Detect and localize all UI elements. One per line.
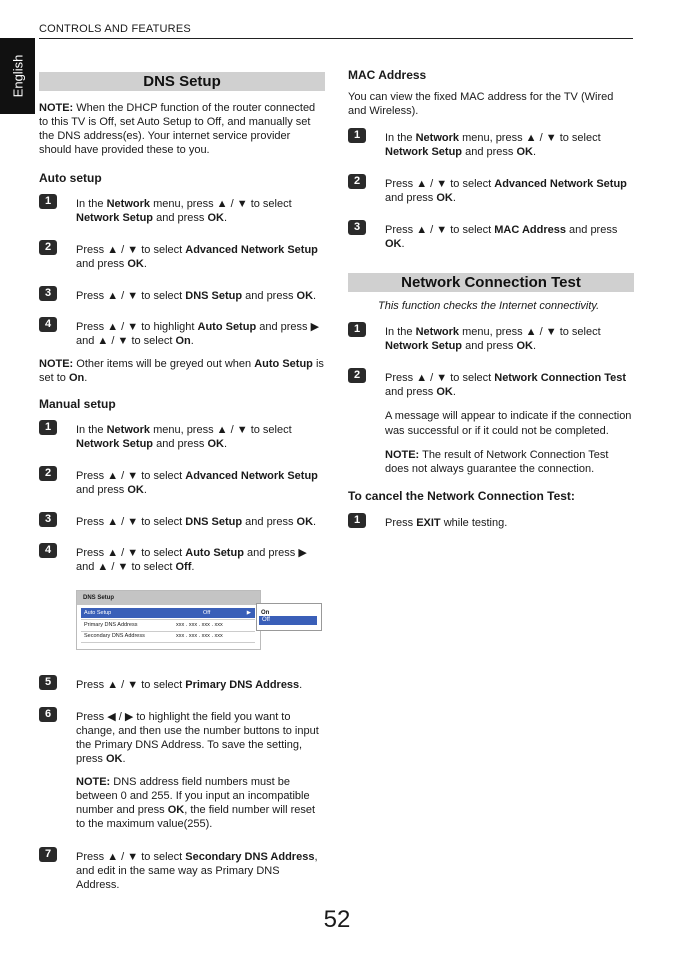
manual-step-7: 7 Press ▲ / ▼ to select Secondary DNS Address, and edit in the same way as Primary DNS Address. [39, 850, 325, 892]
auto-step-4: 4 Press ▲ / ▼ to highlight Auto Setup and press ▶ and ▲ / ▼ to select On. [39, 320, 325, 348]
step-number: 6 [39, 707, 57, 722]
manual-step-6-note: NOTE: DNS address field numbers must be between 0 and 255. If you input an incompatible number and press OK, the field number will reset to the maximum value(255). [76, 776, 316, 830]
dns-setup-note: NOTE: When the DHCP function of the router connected to this TV is Off, set Auto Setup to Off, and manually set the DNS address(es). Your internet service provider should have provided these to you. [39, 102, 316, 156]
step-number: 4 [39, 317, 57, 332]
step-number: 1 [39, 194, 57, 209]
mac-step-3: 3 Press ▲ / ▼ to select MAC Address and press OK. [348, 223, 634, 251]
auto-setup-heading: Auto setup [39, 171, 102, 185]
network-test-intro: This function checks the Internet connectivity. [378, 300, 600, 312]
osd-panel [76, 590, 261, 650]
osd-title: DNS Setup [77, 591, 260, 605]
auto-step-3: 3 Press ▲ / ▼ to select DNS Setup and press OK. [39, 289, 325, 303]
manual-setup-heading: Manual setup [39, 397, 116, 411]
step-number: 3 [39, 512, 57, 527]
step-number: 1 [39, 420, 57, 435]
step-number: 3 [348, 220, 366, 235]
test-step-2: 2 Press ▲ / ▼ to select Network Connection Test and press OK. [348, 371, 634, 399]
cancel-test-heading: To cancel the Network Connection Test: [348, 489, 575, 503]
dns-setup-osd-illustration [76, 590, 336, 650]
osd-divider [81, 642, 255, 643]
network-test-message: A message will appear to indicate if the connection was successful or if it could not be completed. [385, 410, 632, 437]
mac-address-heading: MAC Address [348, 68, 427, 82]
auto-setup-note: NOTE: Other items will be greyed out when Auto Setup is set to On. [39, 358, 324, 384]
manual-step-1: 1 In the Network menu, press ▲ / ▼ to select Network Setup and press OK. [39, 423, 325, 451]
osd-row-secondary-dns: Secondary DNS Address xxx . xxx . xxx . xxx [84, 633, 223, 639]
step-number: 2 [39, 240, 57, 255]
language-tab [0, 38, 35, 114]
language-label: English [10, 54, 25, 98]
manual-step-4: 4 Press ▲ / ▼ to select Auto Setup and press ▶ and ▲ / ▼ to select Off. [39, 546, 325, 574]
page-header: CONTROLS AND FEATURES [39, 23, 191, 35]
manual-step-5: 5 Press ▲ / ▼ to select Primary DNS Address. [39, 678, 325, 692]
step-number: 2 [348, 368, 366, 383]
osd-row-primary-dns: Primary DNS Address xxx . xxx . xxx . xxx [84, 622, 223, 628]
right-column [348, 68, 634, 530]
osd-option-on: On [261, 610, 270, 616]
step-number: 1 [348, 128, 366, 143]
mac-step-1: 1 In the Network menu, press ▲ / ▼ to select Network Setup and press OK. [348, 131, 634, 159]
osd-option-off: Off [259, 616, 317, 625]
mac-address-intro: You can view the fixed MAC address for the TV (Wired and Wireless). [348, 91, 614, 117]
manual-step-3: 3 Press ▲ / ▼ to select DNS Setup and press OK. [39, 515, 325, 529]
header-divider [39, 38, 633, 39]
step-number: 1 [348, 513, 366, 528]
page-number: 52 [323, 906, 351, 933]
auto-step-2: 2 Press ▲ / ▼ to select Advanced Network Setup and press OK. [39, 243, 325, 271]
left-column [39, 72, 325, 892]
cancel-step-1: 1 Press EXIT while testing. [348, 516, 634, 530]
mac-step-2: 2 Press ▲ / ▼ to select Advanced Network Setup and press OK. [348, 177, 634, 205]
network-test-note: NOTE: The result of Network Connection Test does not always guarantee the connection. [385, 449, 609, 475]
manual-step-2: 2 Press ▲ / ▼ to select Advanced Network Setup and press OK. [39, 469, 325, 497]
dns-setup-title: DNS Setup [39, 72, 325, 91]
step-number: 3 [39, 286, 57, 301]
network-test-title: Network Connection Test [348, 273, 634, 292]
osd-row-auto-setup: Auto Setup Off ▶ [81, 608, 255, 618]
test-step-1: 1 In the Network menu, press ▲ / ▼ to select Network Setup and press OK. [348, 325, 634, 353]
step-number: 2 [348, 174, 366, 189]
step-number: 4 [39, 543, 57, 558]
step-number: 7 [39, 847, 57, 862]
right-arrow-icon: ▶ [246, 610, 251, 616]
manual-step-6: 6 Press ◀ / ▶ to highlight the field you want to change, and then use the number buttons to input the Primary DNS Address. To save the setting, press OK. [39, 710, 325, 766]
step-number: 2 [39, 466, 57, 481]
auto-step-1: 1 In the Network menu, press ▲ / ▼ to select Network Setup and press OK. [39, 197, 325, 225]
step-number: 5 [39, 675, 57, 690]
osd-option-popup [256, 603, 322, 631]
step-number: 1 [348, 322, 366, 337]
